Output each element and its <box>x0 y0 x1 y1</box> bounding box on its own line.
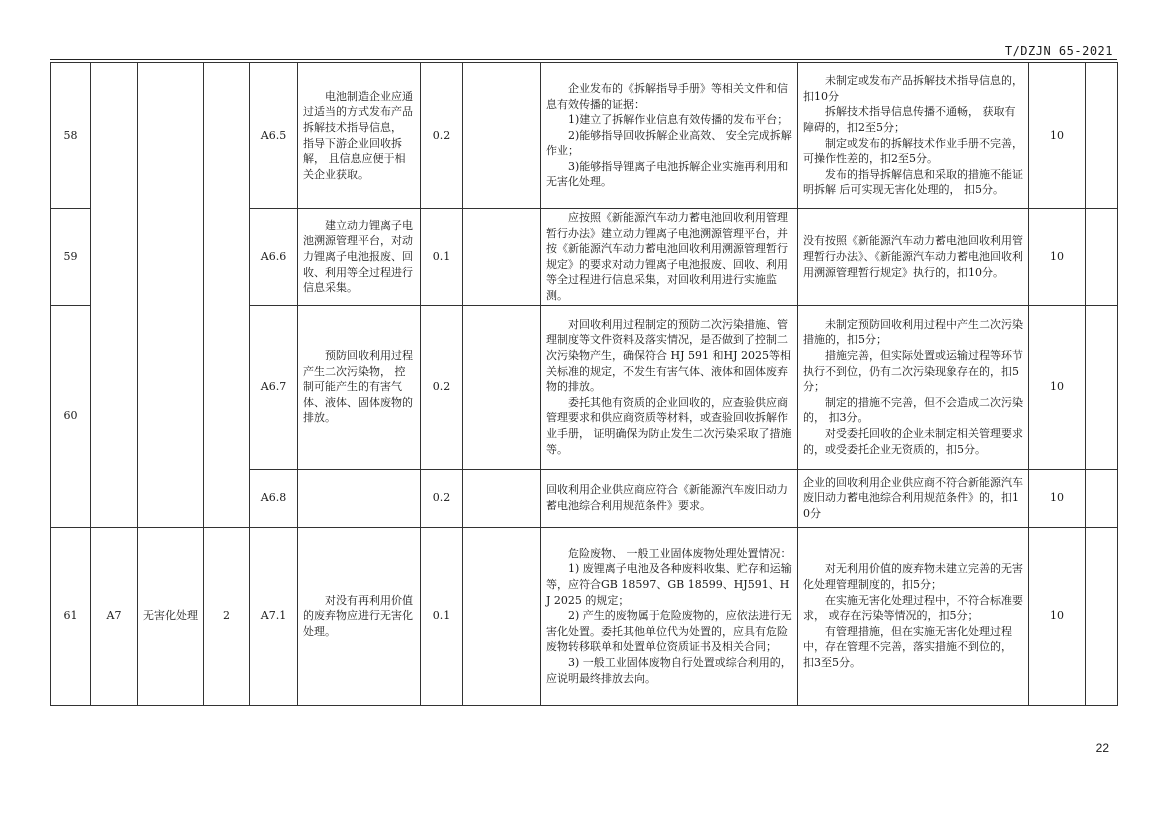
method-line: 3)能够指导锂离子电池拆解企业实施再利用和无害化处理。 <box>546 159 789 189</box>
weight-value: 0.2 <box>421 469 463 527</box>
deduction-line: 未制定或发布产品拆解技术指导信息的，扣10分 <box>803 74 1023 103</box>
method-line: 企业发布的《拆解指导手册》等相关文件和信息有效传播的证据： <box>546 81 788 111</box>
blank-cell <box>463 209 541 306</box>
evaluation-method <box>541 63 798 209</box>
category-code: A7 <box>91 527 138 705</box>
requirement-text: 电池制造企业应通过适当的方式发布产品拆解技术指导信息， 指导下游企业回收拆解， 且信息应便于相关企业获取。 <box>298 63 421 209</box>
deduction-rules <box>798 209 1029 306</box>
item-code: A6.7 <box>250 305 298 469</box>
method-line: 3) 一般工业固体废物自行处置或综合利用的，应说明最终排放去向。 <box>546 656 792 685</box>
blank-cell <box>463 63 541 209</box>
blank-cell <box>463 527 541 705</box>
blank-cell <box>1086 305 1118 469</box>
row-number: 61 <box>51 527 91 705</box>
requirement-text: 对没有再利用价值的废弃物应进行无害化处理。 <box>298 527 421 705</box>
score-value: 10 <box>1029 305 1086 469</box>
method-line: 应按照《新能源汽车动力蓄电池回收利用管理暂行办法》建立动力锂离子电池溯源管理平台，并按《新能源汽车动力蓄电池回收利用溯源管理暂行规定》的要求对动力锂离子电池报废、回收、利用等全过程进行信息采集，对回收利用进行实施监测。 <box>546 211 788 302</box>
deduction-rules <box>798 305 1029 469</box>
deduction-line: 对受委托回收的企业未制定相关管理要求的，或受委托企业无资质的，扣5分。 <box>803 427 1023 456</box>
deduction-line: 对无利用价值的废弃物未建立完善的无害化处理管理制度的，扣5分； <box>803 562 1023 592</box>
deduction-line: 制定的措施不完善，但不会造成二次污染的， 扣3分。 <box>803 395 1023 425</box>
evaluation-method <box>541 305 798 469</box>
blank-cell <box>1086 469 1118 527</box>
deduction-line: 企业的回收利用企业供应商不符合新能源汽车废旧动力蓄电池综合利用规范条件》的，扣10分 <box>803 475 1023 520</box>
method-line: 2) 产生的废物属于危险废物的，应依法进行无害化处置。委托其他单位代为处置的，应具有危险废物转移联单和处置单位资质证书及相关合同； <box>546 609 792 654</box>
header-rule <box>50 59 1117 60</box>
blank-cell <box>463 305 541 469</box>
deduction-line: 没有按照《新能源汽车动力蓄电池回收利用管理暂行办法》、《新能源汽车动力蓄电池回收利用溯源管理暂行规定》执行的，扣10分。 <box>803 234 1023 279</box>
method-line: 危险废物、 一般工业固体废物处理处置情况： <box>568 546 792 560</box>
row-number: 58 <box>51 63 91 209</box>
deduction-rules <box>798 63 1029 209</box>
weight-value: 0.1 <box>421 209 463 306</box>
score-value: 10 <box>1029 209 1086 306</box>
method-line: 1)建立了拆解作业信息有效传播的发布平台； <box>568 113 789 127</box>
category-score-cell <box>204 63 250 528</box>
item-code: A6.5 <box>250 63 298 209</box>
evaluation-method <box>541 469 798 527</box>
deduction-line: 未制定预防回收利用过程中产生二次污染措施的，扣5分； <box>803 317 1023 347</box>
item-code: A7.1 <box>250 527 298 705</box>
deduction-line: 拆解技术指导信息传播不通畅， 获取有障碍的，扣2至5分； <box>803 105 1016 134</box>
method-line: 2)能够指导回收拆解企业高效、 安全完成拆解作业； <box>546 128 792 158</box>
evaluation-method <box>541 527 798 705</box>
category-code-cell <box>91 63 138 528</box>
weight-value: 0.2 <box>421 305 463 469</box>
deduction-line: 制定或发布的拆解技术作业手册不完善，可操作性差的，扣2至5分。 <box>803 136 1023 166</box>
item-code: A6.8 <box>250 469 298 527</box>
page-number: 22 <box>1095 741 1109 755</box>
item-code: A6.6 <box>250 209 298 306</box>
evaluation-table <box>50 62 1118 706</box>
deduction-line: 在实施无害化处理过程中，不符合标准要求， 或存在污染等情况的，扣5分； <box>803 593 1023 623</box>
score-value: 10 <box>1029 527 1086 705</box>
table-row <box>51 63 1118 209</box>
deduction-rules <box>798 527 1029 705</box>
evaluation-method <box>541 209 798 306</box>
weight-value: 0.1 <box>421 527 463 705</box>
requirement-text: 预防回收利用过程产生二次污染物， 控制可能产生的有害气体、液体、固体废物的排放。 <box>298 305 421 469</box>
method-line: 回收利用企业供应商应符合《新能源汽车废旧动力蓄电池综合利用规范条件》要求。 <box>546 483 788 513</box>
blank-cell <box>1086 63 1118 209</box>
score-value: 10 <box>1029 63 1086 209</box>
requirement-text <box>298 469 421 527</box>
blank-cell <box>1086 527 1118 705</box>
deduction-line: 有管理措施，但在实施无害化处理过程中，存在管理不完善，落实措施不到位的， 扣3至5分。 <box>803 624 1012 670</box>
table-row <box>51 527 1118 705</box>
category-name-cell <box>138 63 204 528</box>
deduction-rules <box>798 469 1029 527</box>
blank-cell <box>1086 209 1118 306</box>
row-number: 60 <box>51 305 91 527</box>
method-line: 委托其他有资质的企业回收的，应查验供应商管理要求和供应商资质等材料，或查验回收拆解作业手册， 证明确保为防止发生二次污染采取了措施等。 <box>546 395 792 456</box>
category-name: 无害化处理 <box>138 527 204 705</box>
score-value: 10 <box>1029 469 1086 527</box>
document-code: T/DZJN 65-2021 <box>1004 44 1113 58</box>
deduction-line: 措施完善，但实际处置或运输过程等环节执行不到位，仍有二次污染现象存在的，扣5分； <box>803 349 1023 394</box>
weight-value: 0.2 <box>421 63 463 209</box>
method-line: 对回收利用过程制定的预防二次污染措施、管理制度等文件资料及落实情况，是否做到了控制二次污染物产生，确保符合 HJ 591 和HJ 2025等相关标准的规定，不发生有害气体、液体和固体废弃物的排放。 <box>546 317 791 394</box>
row-number: 59 <box>51 209 91 306</box>
requirement-text: 建立动力锂离子电池溯源管理平台，对动力锂离子电池报废、回收、利用等全过程进行信息采集。 <box>298 209 421 306</box>
method-line: 1) 废锂离子电池及各种废料收集、贮存和运输等，应符合GB 18597、GB 18599、HJ591、HJ 2025 的规定； <box>546 562 792 607</box>
blank-cell <box>463 469 541 527</box>
deduction-line: 发布的指导拆解信息和采取的措施不能证明拆解 后可实现无害化处理的， 扣5分。 <box>803 167 1023 197</box>
category-score: 2 <box>204 527 250 705</box>
